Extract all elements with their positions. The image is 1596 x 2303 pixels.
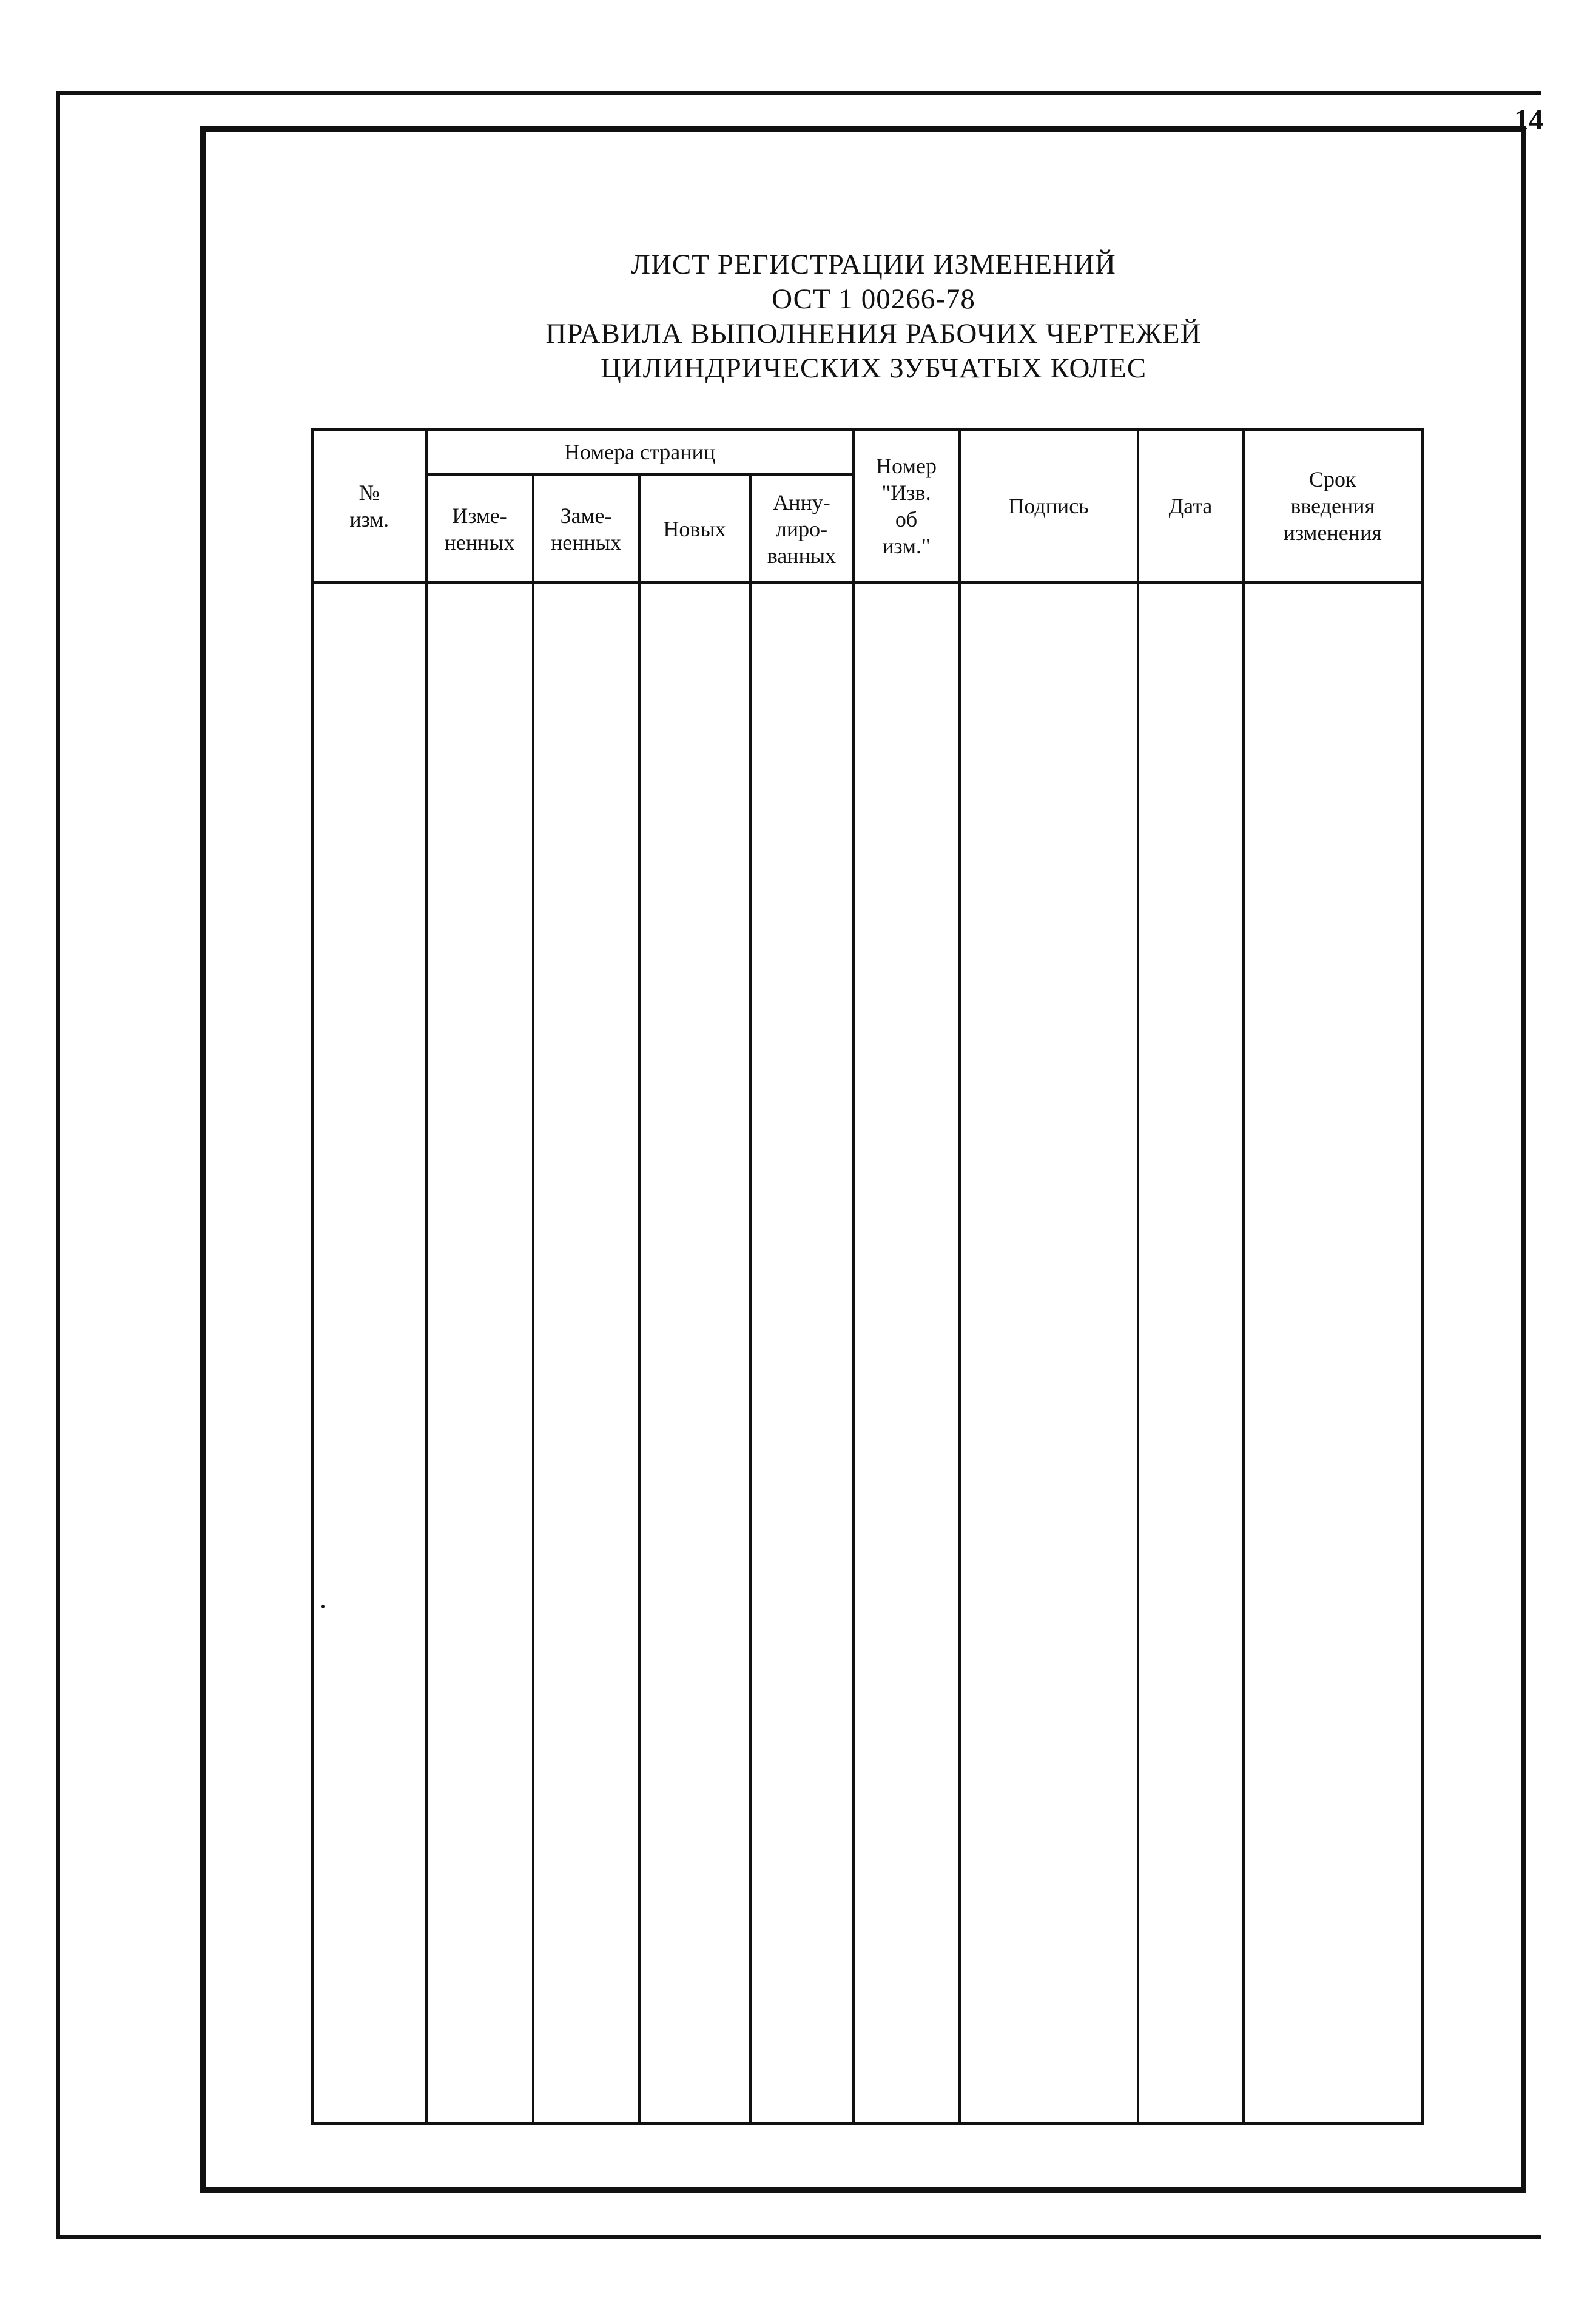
header-pages-replaced: Заме- ненных xyxy=(533,475,639,583)
header-effective-date: Срок введения изменения xyxy=(1244,430,1423,583)
cell-date xyxy=(1138,583,1244,2124)
cell-pages-replaced xyxy=(533,583,639,2124)
title-line-4: ЦИЛИНДРИЧЕСКИХ ЗУБЧАТЫХ КОЛЕС xyxy=(600,352,1147,384)
header-page-numbers-group: Номера страниц xyxy=(426,430,854,475)
cell-effective-date xyxy=(1244,583,1423,2124)
cell-notice-number xyxy=(854,583,960,2124)
title-line-3: ПРАВИЛА ВЫПОЛНЕНИЯ РАБОЧИХ ЧЕРТЕЖЕЙ xyxy=(545,318,1202,349)
header-change-number: № изм. xyxy=(312,430,426,583)
change-registration-table xyxy=(311,428,1424,2125)
header-pages-new: Новых xyxy=(639,475,750,583)
page-number: 14 xyxy=(1514,104,1543,136)
header-pages-changed: Изме- ненных xyxy=(426,475,533,583)
title-line-2: ОСТ 1 00266-78 xyxy=(772,283,975,315)
cell-pages-changed xyxy=(426,583,533,2124)
table-body-row xyxy=(312,583,1423,2124)
header-date: Дата xyxy=(1138,430,1244,583)
cell-pages-annulled xyxy=(750,583,854,2124)
cell-change-number xyxy=(312,583,426,2124)
document-title xyxy=(437,248,1310,386)
title-line-1: ЛИСТ РЕГИСТРАЦИИ ИЗМЕНЕНИЙ xyxy=(631,249,1116,280)
scan-speck xyxy=(321,1605,325,1608)
header-signature: Подпись xyxy=(960,430,1138,583)
cell-pages-new xyxy=(639,583,750,2124)
cell-signature xyxy=(960,583,1138,2124)
header-pages-annulled: Анну- лиро- ванных xyxy=(750,475,854,583)
header-notice-number: Номер "Изв. об изм." xyxy=(854,430,960,583)
